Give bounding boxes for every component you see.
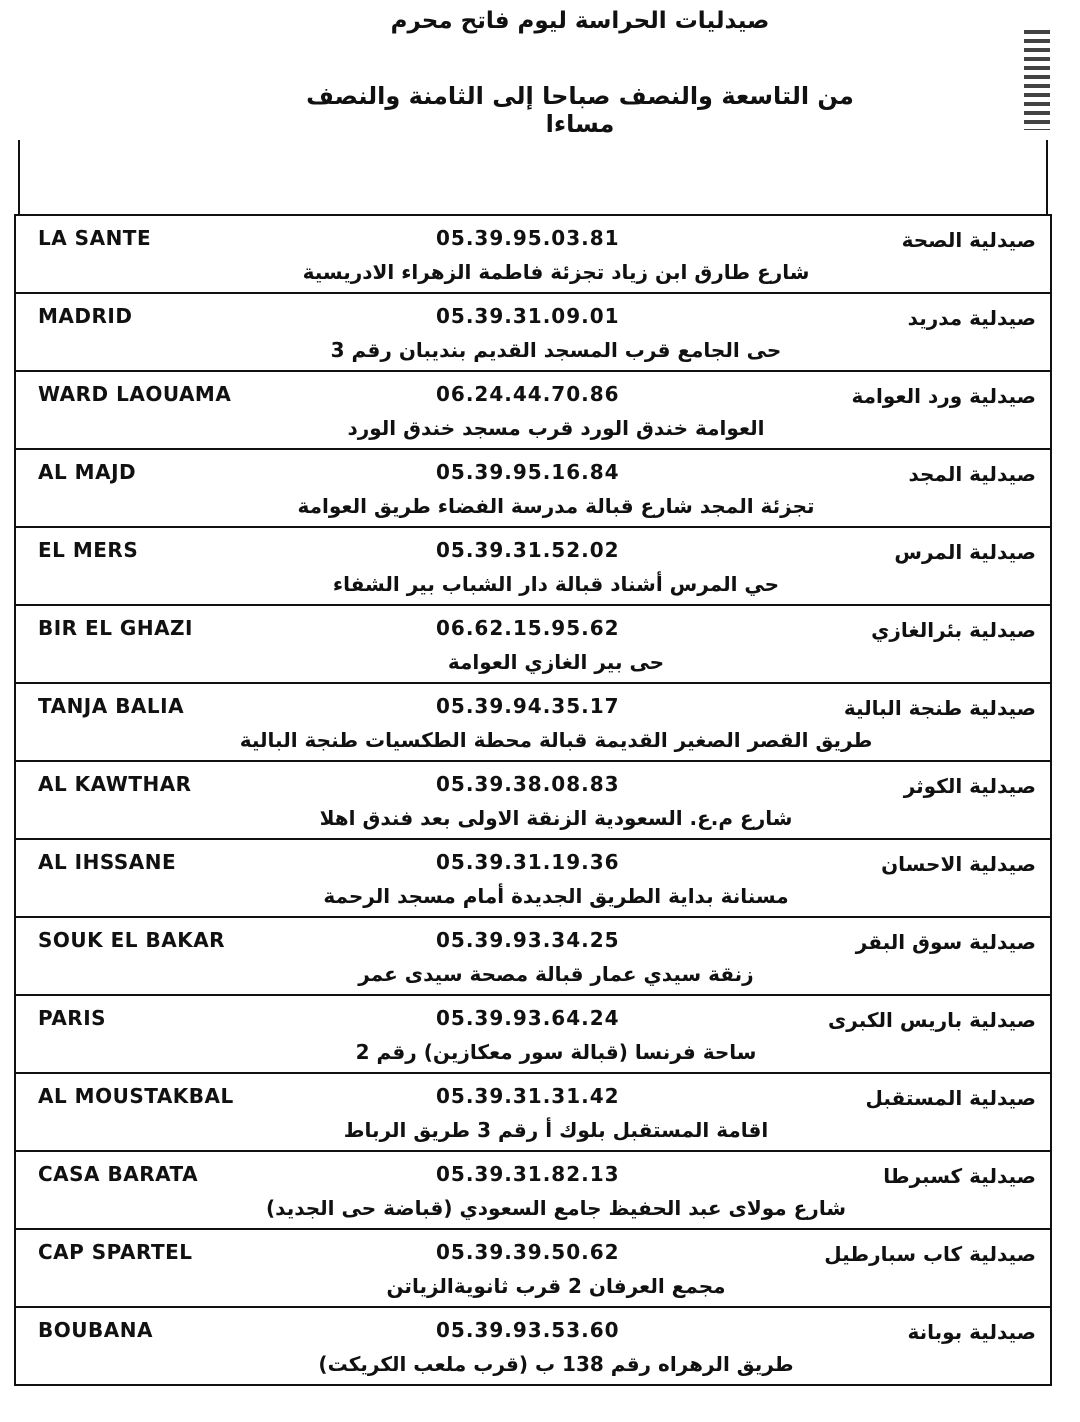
pharmacy-phone: 05.39.94.35.17 — [436, 694, 620, 718]
pharmacy-latin-name: BIR EL GHAZI — [38, 616, 193, 640]
pharmacy-address: العوامة خندق الورد قرب مسجد خندق الورد — [347, 416, 765, 440]
pharmacy-phone: 05.39.31.52.02 — [436, 538, 620, 562]
pharmacy-phone: 05.39.95.16.84 — [436, 460, 620, 484]
table-row — [16, 448, 1050, 526]
pharmacy-address: حى الجامع قرب المسجد القديم بنديبان رقم 3 — [330, 338, 782, 362]
pharmacy-address: ساحة فرنسا (قبالة سور معكازين) رقم 2 — [355, 1040, 757, 1064]
pharmacy-latin-name: TANJA BALIA — [38, 694, 185, 718]
pharmacy-arabic-name: صيدلية كاب سبارطيل — [824, 1242, 1036, 1266]
table-row — [16, 1150, 1050, 1228]
pharmacy-arabic-name: صيدلية المجد — [908, 462, 1036, 486]
table-row — [16, 214, 1050, 292]
pharmacy-address: طريق القصر الصغير القديمة قبالة محطة الطكسيات طنجة البالية — [239, 728, 873, 752]
pharmacy-arabic-name: صيدلية بوبانة — [907, 1320, 1036, 1344]
pharmacy-latin-name: AL IHSSANE — [38, 850, 177, 874]
table-row — [16, 994, 1050, 1072]
table-row — [16, 916, 1050, 994]
pharmacy-arabic-name: صيدلية الصحة — [901, 228, 1036, 252]
pharmacy-table — [14, 214, 1052, 1386]
pharmacy-phone: 05.39.93.53.60 — [436, 1318, 620, 1342]
pharmacy-arabic-name: صيدلية بئرالغازي — [871, 618, 1036, 642]
pharmacy-latin-name: WARD LAOUAMA — [38, 382, 232, 406]
pharmacy-latin-name: AL KAWTHAR — [38, 772, 192, 796]
pharmacy-address: شارع م.ع. السعودية الزنقة الاولى بعد فندق اهلا — [319, 806, 793, 830]
table-row — [16, 604, 1050, 682]
pharmacy-phone: 05.39.31.09.01 — [436, 304, 620, 328]
pharmacy-arabic-name: صيدلية طنجة البالية — [843, 696, 1036, 720]
table-row — [16, 1228, 1050, 1306]
pharmacy-arabic-name: صيدلية كسبرطا — [883, 1164, 1036, 1188]
pharmacy-latin-name: LA SANTE — [38, 226, 152, 250]
pharmacy-phone: 05.39.38.08.83 — [436, 772, 620, 796]
pharmacy-arabic-name: صيدلية مدريد — [907, 306, 1036, 330]
table-row — [16, 760, 1050, 838]
pharmacy-latin-name: BOUBANA — [38, 1318, 153, 1342]
pharmacy-arabic-name: صيدلية سوق البقر — [855, 930, 1036, 954]
pharmacy-address: اقامة المستقبل بلوك أ رقم 3 طريق الرباط — [343, 1118, 769, 1142]
pharmacy-phone: 05.39.93.34.25 — [436, 928, 620, 952]
pharmacy-address: طريق الرهراه رقم 138 ب (قرب ملعب الكريكت) — [318, 1352, 794, 1376]
pharmacy-address: مجمع العرفان 2 قرب ثانويةالزياتن — [386, 1274, 726, 1298]
pharmacy-arabic-name: صيدلية ورد العوامة — [851, 384, 1036, 408]
pharmacy-phone: 05.39.95.03.81 — [436, 226, 620, 250]
table-row — [16, 526, 1050, 604]
pharmacy-address: شارع مولاى عبد الحفيظ جامع السعودي (قباضة حى الجديد) — [266, 1196, 846, 1220]
table-row — [16, 370, 1050, 448]
pharmacy-phone: 06.62.15.95.62 — [436, 616, 620, 640]
pharmacy-phone: 05.39.93.64.24 — [436, 1006, 620, 1030]
table-row — [16, 1306, 1050, 1386]
pharmacy-latin-name: AL MAJD — [38, 460, 137, 484]
pharmacy-latin-name: AL MOUSTAKBAL — [38, 1084, 234, 1108]
pharmacy-address: مسنانة بداية الطريق الجديدة أمام مسجد الرحمة — [323, 884, 789, 908]
table-row — [16, 838, 1050, 916]
pharmacy-address: حى بير الغازي العوامة — [447, 650, 665, 674]
pharmacy-phone: 06.24.44.70.86 — [436, 382, 620, 406]
pharmacy-latin-name: EL MERS — [38, 538, 139, 562]
page-subtitle: من التاسعة والنصف صباحا إلى الثامنة والنصف مساءا — [306, 82, 854, 138]
pharmacy-phone: 05.39.31.82.13 — [436, 1162, 620, 1186]
pharmacy-address: شارع طارق ابن زياد تجزئة فاطمة الزهراء الادريسية — [302, 260, 810, 284]
pharmacy-latin-name: MADRID — [38, 304, 133, 328]
table-top-frame — [18, 140, 1048, 216]
pharmacy-latin-name: CAP SPARTEL — [38, 1240, 193, 1264]
pharmacy-phone: 05.39.31.19.36 — [436, 850, 620, 874]
pharmacy-phone: 05.39.39.50.62 — [436, 1240, 620, 1264]
table-row — [16, 682, 1050, 760]
table-row — [16, 292, 1050, 370]
pharmacy-arabic-name: صيدلية باريس الكبرى — [827, 1008, 1036, 1032]
table-row — [16, 1072, 1050, 1150]
pharmacy-phone: 05.39.31.31.42 — [436, 1084, 620, 1108]
pharmacy-arabic-name: صيدلية الكوثر — [903, 774, 1036, 798]
scan-artifact — [1024, 30, 1050, 130]
pharmacy-latin-name: PARIS — [38, 1006, 107, 1030]
pharmacy-arabic-name: صيدلية الاحسان — [881, 852, 1036, 876]
pharmacy-address: تجزئة المجد شارع قبالة مدرسة الفضاء طريق العوامة — [297, 494, 815, 518]
pharmacy-latin-name: CASA BARATA — [38, 1162, 199, 1186]
page-title: صيدليات الحراسة ليوم فاتح محرم — [390, 8, 770, 34]
pharmacy-address: زنقة سيدي عمار قبالة مصحة سيدى عمر — [358, 962, 754, 986]
pharmacy-address: حي المرس أشناد قبالة دار الشباب بير الشفاء — [332, 572, 780, 596]
pharmacy-latin-name: SOUK EL BAKAR — [38, 928, 226, 952]
pharmacy-arabic-name: صيدلية المرس — [894, 540, 1036, 564]
pharmacy-arabic-name: صيدلية المستقبل — [865, 1086, 1036, 1110]
